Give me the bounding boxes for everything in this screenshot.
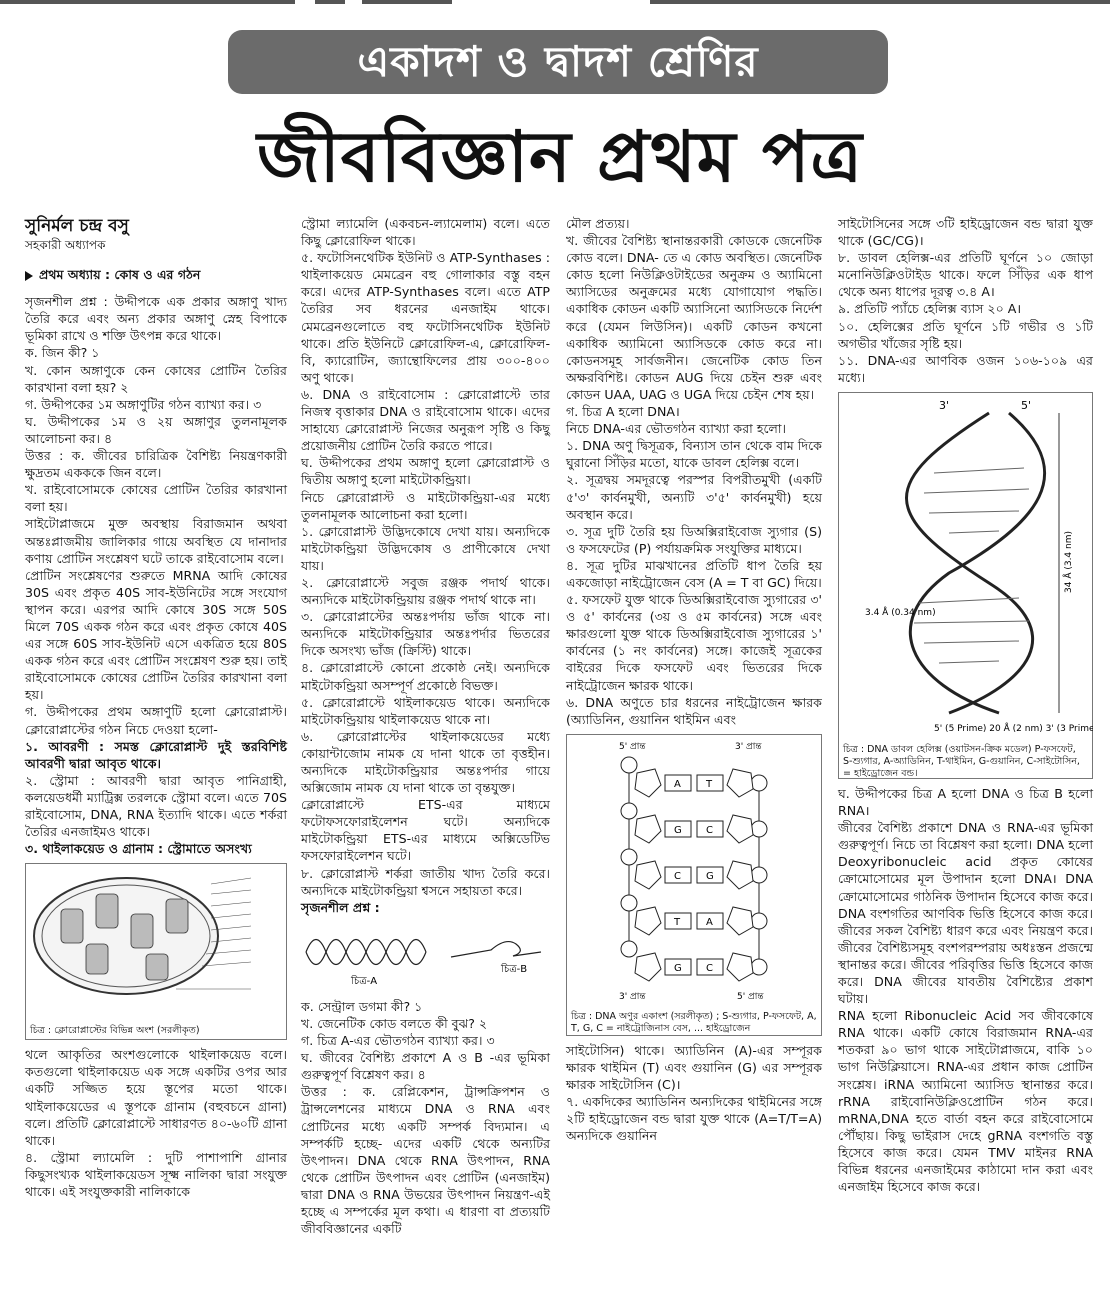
paragraph: ৮. ক্লোরোপ্লাস্ট শর্করা জাতীয় খাদ্য তৈরি করে। অন্যদিকে মাইটোকন্ড্রিয়া শ্বসনে সহায়তা করে। — [301, 865, 550, 898]
paragraph: ৩. থাইলাকয়েড ও গ্রানাম : স্ট্রোমাতে অসংখ্য — [25, 841, 252, 857]
question: ক. সেন্ট্রাল ডগমা কী? ১ — [301, 998, 423, 1014]
helix-bottom-label: 5' (5 Prime) 20 Å (2 nm) 3' (3 Prime) — [934, 723, 1093, 734]
sugar-right — [727, 953, 753, 981]
paragraph: ৬. DNA ও রাইবোসোম : ক্লোরোপ্লাস্টে তার নিজস্ব বৃত্তাকার DNA ও রাইবোসোম থাকে। এদের সাহায্যে ক্লোরোপ্লাস্ট নিজের অনুরূপ সৃষ্টি ও কিছু প্রয়োজনীয় প্রোটিন তৈরি করতে পারে। — [301, 386, 550, 454]
column-1 — [25, 215, 287, 1200]
phosphate-left — [621, 941, 637, 957]
paragraph: ৬. ক্লোরোপ্লাস্টের থাইলাকয়েডের মধ্যে কোয়ান্টাজোম নামক যে দানা থাকে তা বৃত্তহীন। অন্যদিকে মাইটোকন্ড্রিয়ার অন্তঃপর্দার গায়ে অক্সিজোম নামক যে দানা থাকে তা বৃন্তযুক্ত। — [301, 728, 550, 796]
dna-helix-diagram — [839, 393, 1093, 738]
author-designation: সহকারী অধ্যাপক — [25, 238, 106, 252]
dna-rna-sketch — [301, 922, 550, 992]
triangle-icon — [25, 271, 33, 281]
paragraph: সৃজনশীল প্রশ্ন : উদ্দীপকে এক প্রকার অঙ্গাণু খাদ্য তৈরি করে এবং অন্য প্রকার অঙ্গাণু স্নেহ বিপাকে ভূমিকা রাখে ও শক্তি উৎপন্ন করে থাকে। — [25, 294, 287, 344]
helix-label-5: 5' — [1021, 398, 1032, 412]
ladder-top-right: 3' প্রান্ত — [735, 741, 762, 752]
phosphate-left — [621, 757, 637, 773]
paragraph: মৌল প্রত্যয়। — [566, 216, 630, 231]
paragraph: থলে আকৃতির অংশগুলোকে থাইলাকয়েড বলে। কতগুলো থাইলাকয়েড এক সঙ্গে একটির ওপর আর একটি সজ্জিত হয়ে স্তূপের মতো থাকে। থাইলাকয়েডের এ স্তূপকে গ্রানাম (বহুবচনে গ্রানা) বলে। প্রতিটি ক্লোরোপ্লাস্টে সাধারণত ৪০-৬০টি গ্রানা থাকে। — [25, 1047, 287, 1148]
dna-ladder-figure — [566, 734, 822, 1036]
paragraph: ৯. প্রতিটি প্যাঁচে হেলিক্স ব্যাস ২০ A। — [838, 301, 1022, 317]
chapter-heading: প্রথম অধ্যায় : কোষ ও এর গঠন — [25, 266, 287, 283]
base-letter: G — [706, 870, 714, 882]
paragraph: সাইটোপ্লাজমে মুক্ত অবস্থায় বিরাজমান অথবা অন্তঃপ্লাজমীয় জালিকার গায়ে অবস্থিত যে দানাদার কণায় প্রোটিন সংশ্লেষণ ঘটে তাকে রাইবোসোম বলে। — [25, 516, 287, 566]
question: খ. জেনেটিক কোড বলতে কী বুঝ? ২ — [301, 1015, 488, 1031]
base-letter: C — [706, 824, 713, 836]
paragraph: উত্তর : ক. জীবের চারিত্রিক বৈশিষ্ট্য নিয়ন্ত্রণকারী ক্ষুদ্রতম একককে জিন বলে। — [25, 448, 287, 481]
phosphate-left — [621, 803, 637, 819]
question: খ. কোন অঙ্গাণুকে কেন কোষের প্রোটিন তৈরির কারখানা বলা হয়? ২ — [25, 362, 287, 395]
label-b: চিত্র-B — [501, 963, 528, 975]
base-letter: A — [674, 778, 681, 790]
ladder-top-left: 5' প্রান্ত — [619, 741, 646, 752]
figure-caption: চিত্র : ক্লোরোপ্লাস্টের বিভিন্ন অংশ (সরলীকৃত) — [30, 1025, 200, 1037]
paragraph: ২. ক্লোরোপ্লাস্টে সবুজ রঞ্জক পদার্থ থাকে। অন্যদিকে মাইটোকন্ড্রিয়ায় রঞ্জক পদার্থ থাকে না। — [301, 574, 550, 608]
paragraph: ৪. সূত্র দুটির মাঝখানের প্রতিটি ধাপ তৈরি হয় একজোড়া নাইট্রোজেন বেস (A = T বা GC) দিয়ে। — [566, 557, 822, 590]
paragraph: ১. ক্লোরোপ্লাস্ট উদ্ভিদকোষে দেখা যায়। অন্যদিকে মাইটোকন্ড্রিয়া উদ্ভিদকোষ ও প্রাণীকোষে দেখা যায়। — [301, 523, 550, 573]
figure-caption: চিত্র : DNA অণুর একাংশ (সরলীকৃত) ; S-শ্যুগার, P-ফসফেট, A, T, G, C = নাইট্রোজিনাস বেস, ... হাইড্রোজেন — [571, 1010, 817, 1034]
helix-label-3: 3' — [939, 398, 950, 412]
phosphate-left — [621, 895, 637, 911]
paragraph: ঘ. উদ্দীপকের প্রথম অঙ্গাণু হলো ক্লোরোপ্লাস্ট ও দ্বিতীয় অঙ্গাণু হলো মাইটোকন্ড্রিয়া। — [301, 455, 550, 488]
paragraph: সাইটোসিনের সঙ্গে ৩টি হাইড্রোজেন বন্ড দ্বারা যুক্ত থাকে (GC/CG)। — [838, 216, 1093, 249]
sugar-right — [727, 861, 753, 889]
base-letter: C — [674, 870, 681, 882]
paragraph: ১১. DNA-এর আণবিক ওজন ১০৬-১০৯ এর মধ্যে। — [838, 352, 1093, 385]
question: গ. চিত্র A-এর ভৌতগঠন ব্যাখ্যা কর। ৩ — [301, 1033, 495, 1049]
figure-caption: চিত্র : DNA ডাবল হেলিক্স (ওয়াটসন-ক্রিক মডেল) P-ফসফেট, S-শ্যুগার, A-অ্যাডিনিন, T-থাইমিন, G-গুয়ানিন, C-সাইটোসিন, = হাইড্রোজেন বন্ড। — [843, 744, 1080, 780]
paragraph: ১. আবরণী : সমস্ত ক্লোরোপ্লাস্ট দুই স্তরবিশিষ্ট আবরণী দ্বারা আবৃত থাকে। — [25, 738, 287, 771]
paragraph: খ. জীবের বৈশিষ্ট্য স্থানান্তরকারী কোডকে জেনেটিক কোড বলে। DNA- তে এ কোড অবস্থিত। জেনেটিক কোড হলো নিউক্লিওটাইডের অনুক্রম ও অ্যামিনো অ্যাসিডের অনুক্রমের মধ্যে যোগাযোগ পদ্ধতি। একাধিক কোডন একটি অ্যাসিনো অ্যাসিডকে নির্দেশ করে (যেমন লিউসিন)। একটি কোডন কখনো একাধিক অ্যামিনো অ্যাসিডকে কোড করে না। কোডনসমূহ সার্বজনীন। জেনেটিক কোড তিন অক্ষরবিশিষ্ট। কোডন AUG দিয়ে চেইন শুরু এবং কোডন UAA, UAG ও UGA দিয়ে চেইন শেষ হয়। — [566, 233, 822, 402]
paragraph: নিচে DNA-এর ভৌতগঠন ব্যাখ্যা করা হলো। — [566, 421, 787, 437]
column-3 — [566, 215, 822, 1144]
question: গ. উদ্দীপকের ১ম অঙ্গাণুটির গঠন ব্যাখ্যা কর। ৩ — [25, 396, 262, 412]
author-name: সুনির্মল চন্দ্র বসু — [25, 216, 129, 236]
chloroplast-diagram — [26, 864, 286, 1019]
paragraph: সাইটোসিন) থাকে। অ্যাডিনিন (A)-এর সম্পূরক ক্ষারক থাইমিন (T) এবং গুয়ানিন (G) এর সম্পূরক ক্ষারক সাইটোসিন (C)। — [566, 1042, 822, 1092]
helix-step-label: 3.4 Å (0.34 nm) — [865, 607, 936, 618]
sugar-left — [635, 769, 661, 797]
paragraph: ৩. সূত্র দুটি তৈরি হয় ডিঅক্সিরাইবোজ স্যুগার (S) ও ফসফেটের (P) পর্যায়ক্রমিক সংযুক্তির মাধ্যমে। — [566, 523, 822, 556]
helix-pitch-label: 34 Å (3.4 nm) — [1064, 530, 1074, 593]
chloroplast-figure — [25, 863, 287, 1040]
sugar-left — [635, 907, 661, 935]
sugar-right — [727, 907, 753, 935]
question: ক. জিন কী? ১ — [25, 345, 100, 361]
paragraph: নিচে ক্লোরোপ্লাস্ট ও মাইটোকন্ড্রিয়া-এর মধ্যে তুলনামূলক আলোচনা করা হলো। — [301, 489, 550, 522]
paragraph: ক্লোরোপ্লাস্টে ETS-এর মাধ্যমে ফটোফসফোরাইলেশন ঘটে। অন্যদিকে মাইটোকন্ড্রিয়া ETS-এর মাধ্যমে অক্সিডেটিভ ফসফোরাইলেশন ঘটে। — [301, 797, 550, 864]
paragraph: উত্তর : ক. রেপ্লিকেশন, ট্রান্সক্রিপশন ও ট্রান্সলেশনের মাধ্যমে DNA ও RNA এবং প্রোটিনের মধ্যে একটি সম্পর্ক বিদ্যমান। এ সম্পর্কটি হচ্ছে- এদের একটি থেকে অন্যটির উৎপাদন। DNA থেকে RNA উৎপাদন, RNA থেকে প্রোটিন উৎপাদন এবং প্রোটিন (এনজাইম) দ্বারা DNA ও RNA উভয়ের উৎপাদন নিয়ন্ত্রণ-এই হচ্ছে এ সম্পর্কের মূল কথা। এ ধারণা বা প্রত্যয়টি জীববিজ্ঞানের একটি — [301, 1084, 550, 1237]
sugar-left — [635, 815, 661, 843]
paragraph: খ. রাইবোসোমকে কোষের প্রোটিন তৈরির কারখানা বলা হয়। — [25, 482, 287, 515]
sugar-left — [635, 953, 661, 981]
paragraph: ২. সূত্রদ্বয় সমদূরত্বে পরস্পর বিপরীতমুখী (একটি ৫'৩' কার্বনমুখী, অন্যটি ৩'৫' কার্বনমুখী) হয়ে অবস্থান করে। — [566, 472, 822, 522]
paragraph: ৪. ক্লোরোপ্লাস্টে কোনো প্রকোষ্ঠ নেই। অন্যদিকে মাইটোকন্ড্রিয়া অসম্পূর্ণ প্রকোষ্ঠে বিভক্ত। — [301, 660, 550, 693]
base-letter: C — [706, 962, 713, 974]
base-letter: T — [674, 916, 681, 928]
paragraph: ৬. DNA অণুতে চার ধরনের নাইট্রোজেন ক্ষারক (অ্যাডিনিন, গুয়ানিন থাইমিন এবং — [566, 694, 822, 727]
question: ঘ. জীবের বৈশিষ্ট্য প্রকাশে A ও B -এর ভূমিকা গুরুত্বপূর্ণ বিশ্লেষণ কর। ৪ — [301, 1050, 550, 1083]
dna-ladder-diagram — [567, 735, 821, 1005]
paragraph: ৪. স্ট্রোমা ল্যামেলি : দুটি পাশাপাশি গ্রানার কিছুসংখ্যক থাইলাকয়েডস সূক্ষ্ম নালিকা দ্বারা সংযুক্ত থাকে। এই সংযুক্তকারী নালিকাকে — [25, 1149, 287, 1200]
paragraph: গ. উদ্দীপকের প্রথম অঙ্গাণুটি হলো ক্লোরোপ্লাস্ট। ক্লোরোপ্লাস্টের গঠন নিচে দেওয়া হলো- — [25, 704, 287, 737]
ab-figure — [301, 922, 550, 992]
column-4 — [838, 215, 1093, 1195]
phosphate-left — [621, 849, 637, 865]
page-title: জীববিজ্ঞান প্রথম পত্র — [257, 115, 863, 198]
section-heading: সৃজনশীল প্রশ্ন : — [301, 899, 380, 915]
paragraph: RNA হলো Ribonucleic Acid সব জীবকোষে RNA থাকে। একটি কোষে বিরাজমান RNA-এর শতকরা ৯০ ভাগ থাকে সাইটোপ্লাজমে, বাকি ১০ ভাগ নিউক্লিয়াসে। RNA-এর প্রধান কাজ প্রোটিন সংশ্লেষ। iRNA অ্যামিনো অ্যাসিড স্থানান্তর করে। rRNA রাইবোনিউক্লিওপ্রোটিন গঠন করে। mRNA,DNA হতে বার্তা বহন করে রাইবোসোমে পৌঁছায়। কিছু ভাইরাস দেহে gRNA বংশগতি বস্তু হিসেবে কাজ করে। যেমন TMV মাইনর RNA বিভিন্ন ধরনের এনজাইমের কাঠামো দান করা এবং এনজাইম হিসেবে কাজ করে। — [838, 1008, 1093, 1195]
sugar-right — [727, 769, 753, 797]
paragraph: ৫. ফটোসিনথেটিক ইউনিট ও ATP-Synthases : থাইলাকয়েড মেমব্রেন বহু গোলাকার বস্তু বহন করে। এদের ATP-Synthases বলে। এতে ATP তৈরির সব ধরনের এনজাইম থাকে। মেমব্রেনগুলোতে বহু ফটোসিনথেটিক ইউনিট থাকে। প্রতি ইউনিটে ক্লোরোফিল-এ, ক্লোরোফিল-বি, ক্যারোটিন, জ্যান্থোফিলের প্রায় ৩০০-৪০০ অণু থাকে। — [301, 250, 550, 385]
paragraph: ঘ. উদ্দীপকের চিত্র A হলো DNA ও চিত্র B হলো RNA। — [838, 785, 1093, 819]
base-letter: A — [706, 916, 713, 928]
paragraph: ১০. হেলিক্সের প্রতি ঘূর্ণনে ১টি গভীর ও ১টি অগভীর খাঁজের সৃষ্টি হয়। — [838, 318, 1093, 351]
ladder-bottom-right: 5' প্রান্ত — [737, 991, 764, 1002]
paragraph: ৫. ক্লোরোপ্লাস্টে থাইলাকয়েড থাকে। অন্যদিকে মাইটোকন্ড্রিয়ায় থাইলাকয়েড থাকে না। — [301, 694, 550, 727]
label-a: চিত্র-A — [351, 975, 378, 987]
top-strip — [0, 0, 1110, 4]
dna-helix-figure — [838, 392, 1093, 779]
ladder-bottom-left: 3' প্রান্ত — [619, 991, 646, 1002]
base-letter: G — [674, 962, 682, 974]
paragraph: ৩. ক্লোরোপ্লাস্টের অন্তঃপর্দায় ভাঁজ থাকে না। অন্যদিকে মাইটোকন্ড্রিয়ার অন্তঃপর্দার ভিতরের দিকে অসংখ্য ভাঁজ (ক্রিস্টি) থাকে। — [301, 609, 550, 659]
paragraph: ৮. ডাবল হেলিক্স-এর প্রতিটি ঘূর্ণনে ১০ জোড়া মনোনিউক্লিওটাইড থাকে। ফলে সিঁড়ির এক ধাপ থেকে অন্য ধাপের দূরত্ব ৩.৪ A। — [838, 250, 1093, 300]
column-2 — [301, 215, 550, 1237]
base-letter: T — [706, 778, 713, 790]
paragraph: ৭. একদিকের অ্যাডিনিন অন্যদিকের থাইমিনের সঙ্গে ২টি হাইড্রোজেন বন্ড দ্বারা যুক্ত থাকে (A=T/T=A) অন্যদিকে গুয়ানিন — [566, 1094, 822, 1144]
question: ঘ. উদ্দীপকের ১ম ও ২য় অঙ্গাণুর তুলনামূলক আলোচনা কর। ৪ — [25, 413, 287, 446]
paragraph: গ. চিত্র A হলো DNA। — [566, 404, 680, 420]
paragraph: ১. DNA অণু দ্বিসূত্রক, বিন্যাস তান থেকে বাম দিকে ঘুরানো সিঁড়ির মতো, যাকে ডাবল হেলিক্স বলে। — [566, 438, 822, 471]
paragraph: স্ট্রোমা ল্যামেলি (একবচন-ল্যামেলাম) বলে। এতে কিছু ক্লোরোফিল থাকে। — [301, 216, 550, 249]
paragraph: প্রোটিন সংশ্লেষণের শুরুতে MRNA আদি কোষের 30S এবং প্রকৃত 40S সাব-ইউনিটের সঙ্গে সংযোগ স্থাপন করে। এরপর আদি কোষে 30S সঙ্গে 50S মিলে 70S একক গঠন করে এবং প্রকৃত কোষে 40S এর সঙ্গে 60S সাব-ইউনিট এসে একত্রিত হয়ে 80S একক গঠন করে এবং প্রোটিন সংশ্লেষণ শুরু হয়। তাই রাইবোসোমকে কোষের প্রোটিন তৈরির কারখানা বলা হয়। — [25, 567, 287, 703]
paragraph: ২. স্ট্রোমা : আবরণী দ্বারা আবৃত পানিগ্রাহী, কলয়েডধর্মী ম্যাট্রিক্স তরলকে স্ট্রোমা বলে। এতে 70S রাইবোসোম, DNA, RNA ইত্যাদি থাকে। এতে শর্করা তৈরির এনজাইমও থাকে। — [25, 772, 287, 840]
base-letter: G — [674, 824, 682, 836]
paragraph: ৫. ফসফেট যুক্ত থাকে ডিঅক্সিরাইবোজ স্যুগারের ৩' ও ৫' কার্বনের (৩য় ও ৫ম কার্বনের) সঙ্গে এবং ক্ষারগুলো যুক্ত থাকে ডিঅক্সিরাইবোজ স্যুগারের ১' কার্বনের (১ নং কার্বনের) সঙ্গে। কাজেই সূত্রকের বাইরের দিকে ফসফেট এবং ভিতরের দিকে নাইট্রোজেন ক্ষারক থাকে। — [566, 592, 822, 693]
class-banner: একাদশ ও দ্বাদশ শ্রেণির — [228, 30, 888, 94]
paragraph: জীবের বৈশিষ্ট্য প্রকাশে DNA ও RNA-এর ভূমিকা গুরুত্বপূর্ণ। নিচে তা বিশ্লেষণ করা হলো। DNA হলো Deoxyribonucleic acid প্রকৃত কোষের ক্রোমোসোমের মূল উপাদান হলো DNA। DNA ক্রোমোসোমের গাঠনিক উপাদান হিসেবে কাজ করে। DNA বংশগতির আণবিক ভিত্তি হিসেবে কাজ করে। জীবের সকল বৈশিষ্ট্য ধারণ করে এবং নিয়ন্ত্রণ করে। জীবের বৈশিষ্ট্যসমূহ বংশপরম্পরায় অধঃস্তন প্রজন্মে স্থানান্তর করে। জীবের পরিবৃত্তির ভিত্তি হিসেবে কাজ করে। DNA জীবের যাবতীয় বৈশিষ্ট্যের প্রকাশ ঘটায়। — [838, 820, 1093, 1007]
sugar-right — [727, 815, 753, 843]
sugar-left — [635, 861, 661, 889]
